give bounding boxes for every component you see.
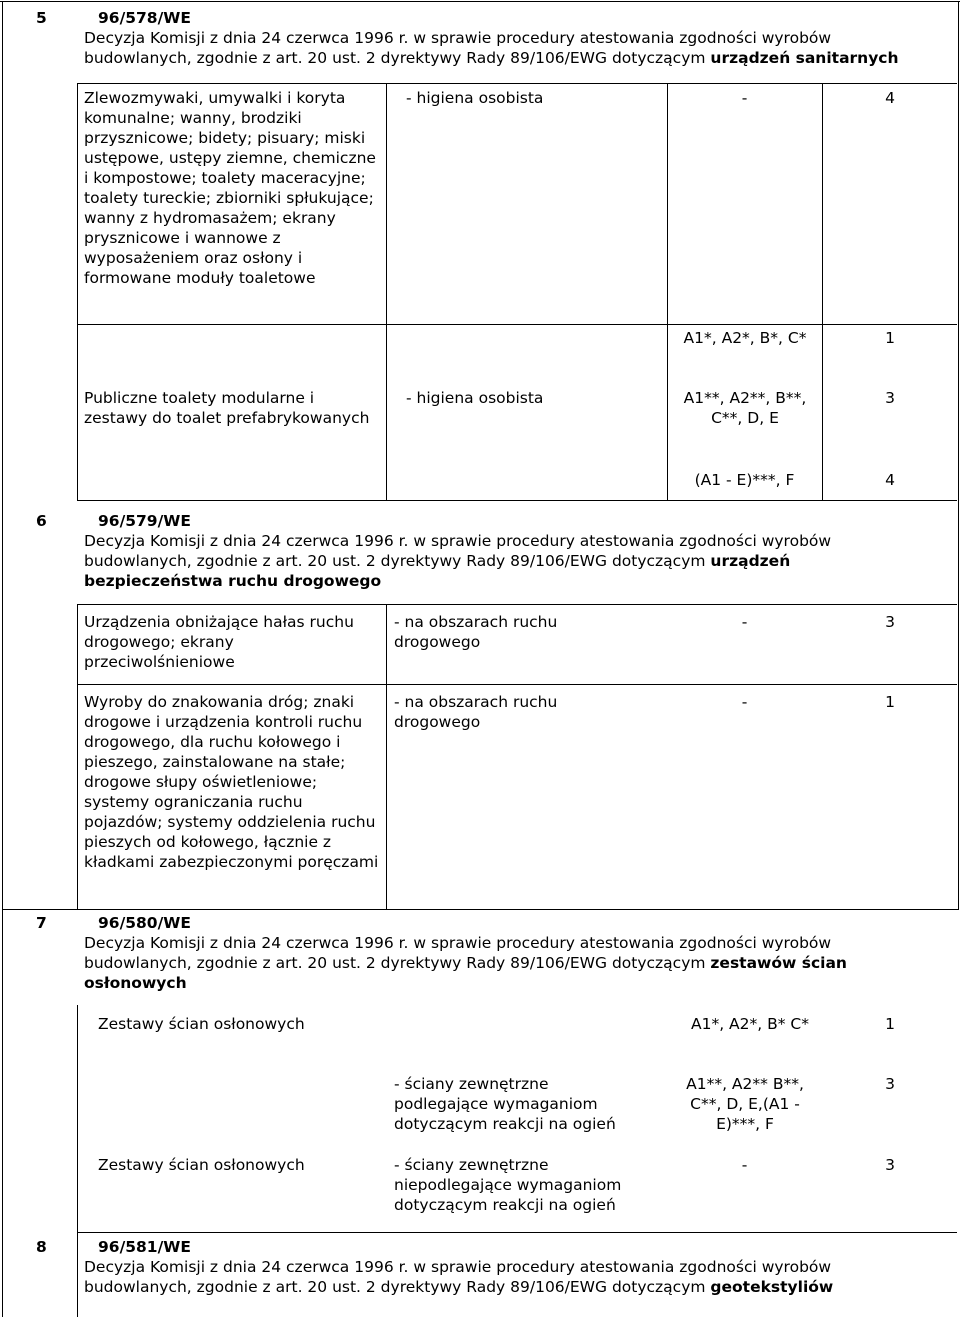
decision-title-text: budowlanych, zgodnie z art. 20 ust. 2 dyrektywy Rady 89/106/EWG dotyczącym	[84, 49, 711, 67]
decision-title-text: budowlanych, zgodnie z art. 20 ust. 2 dyrektywy Rady 89/106/EWG dotyczącym	[84, 552, 711, 570]
decision-title: Decyzja Komisji z dnia 24 czerwca 1996 r. w sprawie procedury atestowania zgodności wyrobów	[84, 532, 832, 550]
product-name: Zestawy ścian osłonowych	[98, 1015, 305, 1033]
table-line	[77, 324, 957, 325]
reaction-class: -	[741, 89, 748, 107]
table-line	[77, 83, 957, 84]
table-line	[77, 500, 957, 501]
table-line	[822, 83, 823, 500]
reaction-class: -	[741, 1156, 748, 1174]
attestation-system: 4	[885, 89, 895, 107]
reaction-class: A1*, A2*, B* C*	[690, 1015, 810, 1033]
reaction-class: A1**, A2** B**, C**, D, E,(A1 - E)***, F	[686, 1075, 804, 1133]
decision-title: Decyzja Komisji z dnia 24 czerwca 1996 r. w sprawie procedury atestowania zgodności wyrobów	[84, 29, 832, 47]
attestation-system: 1	[885, 693, 895, 711]
intended-use: - higiena osobista	[406, 389, 544, 407]
product-name: Zestawy ścian osłonowych	[98, 1156, 305, 1174]
decision-code: 96/579/WE	[98, 512, 191, 530]
decision-subject: zestawów ścian	[710, 954, 847, 972]
section-number: 7	[36, 914, 47, 932]
section-number: 5	[36, 9, 47, 27]
attestation-system: 3	[885, 613, 895, 631]
product-name: Publiczne toalety modularne i zestawy do toalet prefabrykowanych	[84, 389, 370, 427]
table-line	[667, 83, 668, 500]
row-divider	[2, 909, 959, 910]
attestation-system: 4	[885, 471, 895, 489]
decision-subject: urządzeń sanitarnych	[710, 49, 899, 67]
decision-subject: urządzeń	[710, 552, 791, 570]
border-top	[0, 1, 960, 2]
decision-title-text: budowlanych, zgodnie z art. 20 ust. 2 dyrektywy Rady 89/106/EWG dotyczącym	[84, 954, 711, 972]
decision-title-cont	[84, 551, 790, 571]
attestation-system: 3	[885, 1075, 895, 1093]
decision-title-cont	[84, 1277, 833, 1297]
attestation-system: 1	[885, 1015, 895, 1033]
table-line	[77, 83, 78, 500]
table-line	[77, 604, 957, 605]
attestation-system: 1	[885, 329, 895, 347]
decision-subject-cont: osłonowych	[84, 974, 187, 992]
intended-use: - higiena osobista	[406, 89, 544, 107]
attestation-system: 3	[885, 1156, 895, 1174]
section-number: 8	[36, 1238, 47, 1256]
decision-code: 96/578/WE	[98, 9, 191, 27]
reaction-class: -	[741, 613, 748, 631]
attestation-system: 3	[885, 389, 895, 407]
reaction-class: A1**, A2**, B**, C**, D, E	[683, 389, 807, 427]
reaction-class: (A1 - E)***, F	[694, 471, 795, 489]
border-right	[958, 1, 959, 910]
table-line	[386, 604, 387, 909]
reaction-class: -	[741, 693, 748, 711]
decision-title: Decyzja Komisji z dnia 24 czerwca 1996 r. w sprawie procedury atestowania zgodności wyrobów	[84, 1258, 832, 1276]
decision-title-cont	[84, 953, 847, 973]
section-number: 6	[36, 512, 47, 530]
product-name: Zlewozmywaki, umywalki i koryta komunalne; wanny, brodziki przysznicowe; bidety; pisuary; miski ustępowe, ustępy ziemne, chemiczne i kompostowe; toalety maceracyjne; toalety tureckie; zbiorniki spłukujące; wanny z hydromasażem; ekrany prysznicowe i wannowe z wyposażeniem oraz osłony i formowane moduły toaletowe	[84, 89, 376, 287]
decision-title-text: budowlanych, zgodnie z art. 20 ust. 2 dyrektywy Rady 89/106/EWG dotyczącym	[84, 1278, 711, 1296]
intended-use: - na obszarach ruchu drogowego	[394, 613, 558, 651]
table-line	[77, 684, 957, 685]
decision-code: 96/581/WE	[98, 1238, 191, 1256]
border-left	[2, 1, 3, 1317]
decision-title: Decyzja Komisji z dnia 24 czerwca 1996 r. w sprawie procedury atestowania zgodności wyrobów	[84, 934, 832, 952]
table-line	[77, 1232, 957, 1233]
decision-title-cont	[84, 48, 899, 68]
product-name: Urządzenia obniżające hałas ruchu drogowego; ekrany przeciwolśnieniowe	[84, 613, 354, 671]
reaction-class: A1*, A2*, B*, C*	[683, 329, 807, 347]
decision-subject-cont: bezpieczeństwa ruchu drogowego	[84, 572, 382, 590]
product-name: Wyroby do znakowania dróg; znaki drogowe i urządzenia kontroli ruchu drogowego, dla ruchu kołowego i pieszego, zainstalowane na stałe; drogowe słupy oświetleniowe; systemy ograniczania ruchu pojazdów; systemy oddzielenia ruchu pieszych od kołowego, łącznie z kładkami zabezpieczonymi poręczami	[84, 693, 379, 871]
table-line	[77, 604, 78, 909]
intended-use: - ściany zewnętrzne podlegające wymaganiom dotyczącym reakcji na ogień	[394, 1075, 616, 1133]
table-line	[386, 83, 387, 500]
decision-code: 96/580/WE	[98, 914, 191, 932]
decision-subject: geotekstyliów	[710, 1278, 834, 1296]
intended-use: - ściany zewnętrzne niepodlegające wymaganiom dotyczącym reakcji na ogień	[394, 1156, 622, 1214]
table-line	[77, 1005, 78, 1317]
intended-use: - na obszarach ruchu drogowego	[394, 693, 558, 731]
